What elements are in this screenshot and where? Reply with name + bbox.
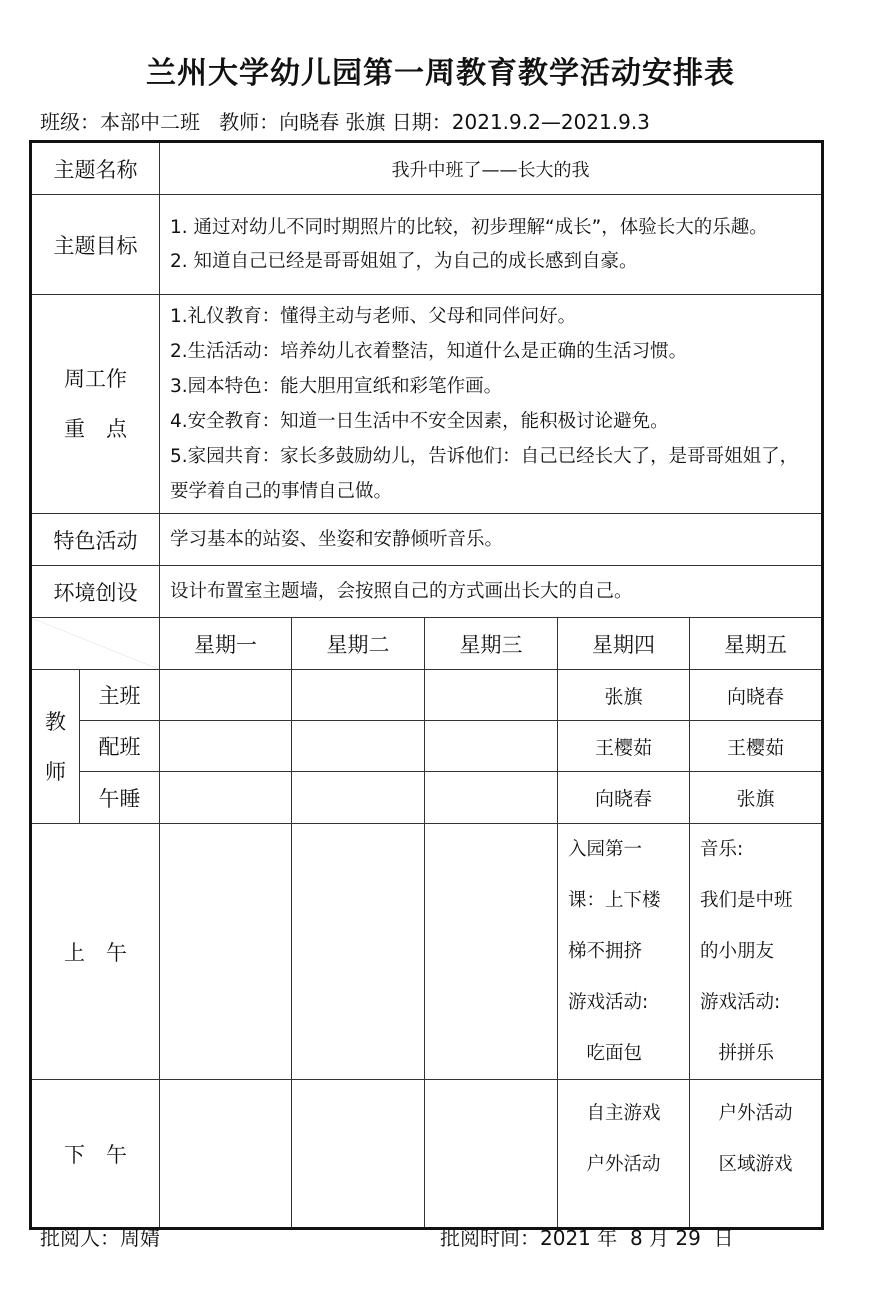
teacher-cell: 向晓春 [690, 670, 823, 721]
activity-line: 拼拼乐 [700, 1043, 775, 1064]
weekly-focus-label [31, 295, 160, 514]
teacher-cell [160, 670, 292, 721]
teacher-cell [292, 772, 425, 824]
teacher-cell [292, 670, 425, 721]
focus-line: 3.园本特色：能大胆用宣纸和彩笔作画。 [170, 376, 503, 397]
page-title: 兰州大学幼儿园第一周教育教学活动安排表 [146, 56, 735, 91]
focus-label-2: 重 点 [64, 417, 127, 441]
teacher-cell [425, 670, 558, 721]
focus-line: 2.生活活动：培养幼儿衣着整洁，知道什么是正确的生活习惯。 [170, 341, 688, 362]
focus-line: 1.礼仪教育：懂得主动与老师、父母和同伴问好。 [170, 306, 577, 327]
activity-line: 游戏活动: [700, 992, 781, 1013]
activity-line: 梯不拥挤 [568, 941, 643, 962]
schedule-table [29, 140, 824, 1230]
theme-goal-label: 主题目标 [31, 195, 160, 295]
special-value: 学习基本的站姿、坐姿和安静倾听音乐。 [160, 514, 823, 566]
activity-line: 我们是中班 [700, 890, 793, 911]
theme-name-value: 我升中班了——长大的我 [160, 142, 823, 195]
activity-line: 户外活动 [586, 1154, 661, 1175]
afternoon-cell [292, 1080, 425, 1229]
morning-cell [160, 824, 292, 1080]
class-info: 班级：本部中二班 教师：向晓春 张旗 日期：2021.9.2—2021.9.3 [40, 110, 650, 134]
teacher-cell: 王樱茹 [558, 721, 690, 772]
afternoon-cell [160, 1080, 292, 1229]
role-label: 主班 [80, 670, 160, 721]
teacher-cell [425, 721, 558, 772]
teacher-cell: 王樱茹 [690, 721, 823, 772]
activity-line: 课：上下楼 [568, 890, 661, 911]
day-header: 星期五 [690, 618, 823, 670]
teacher-label [31, 670, 80, 824]
teacher-cell: 张旗 [690, 772, 823, 824]
afternoon-fri [690, 1080, 823, 1229]
morning-cell [425, 824, 558, 1080]
day-header: 星期二 [292, 618, 425, 670]
focus-line: 5.家园共育：家长多鼓励幼儿，告诉他们：自己已经长大了，是哥哥姐姐了，要学着自己的事情自己做。 [170, 446, 799, 502]
morning-cell [292, 824, 425, 1080]
teacher-cell [160, 772, 292, 824]
afternoon-thu [558, 1080, 690, 1229]
focus-label-1: 周工作 [64, 367, 127, 391]
special-label: 特色活动 [31, 514, 160, 566]
theme-goal-value [160, 195, 823, 295]
theme-name-label: 主题名称 [31, 142, 160, 195]
goal-line: 2. 知道自己已经是哥哥姐姐了，为自己的成长感到自豪。 [170, 250, 638, 272]
weekly-focus-value [160, 295, 823, 514]
environment-value: 设计布置室主题墙，会按照自己的方式画出长大的自己。 [160, 566, 823, 618]
day-header: 星期三 [425, 618, 558, 670]
role-label: 配班 [80, 721, 160, 772]
activity-line: 的小朋友 [700, 941, 775, 962]
teacher-cell: 向晓春 [558, 772, 690, 824]
morning-fri [690, 824, 823, 1080]
environment-label: 环境创设 [31, 566, 160, 618]
goal-line: 1. 通过对幼儿不同时期照片的比较，初步理解“成长”，体验长大的乐趣。 [170, 216, 768, 238]
activity-line: 入园第一 [568, 839, 643, 860]
afternoon-cell [425, 1080, 558, 1229]
teacher-cell [292, 721, 425, 772]
day-header: 星期四 [558, 618, 690, 670]
activity-line: 吃面包 [568, 1043, 643, 1064]
reviewer: 批阅人：周婧 [40, 1226, 160, 1250]
activity-line: 自主游戏 [586, 1103, 661, 1124]
day-header: 星期一 [160, 618, 292, 670]
teacher-cell: 张旗 [558, 670, 690, 721]
activity-line: 区域游戏 [718, 1154, 793, 1175]
teacher-label-2: 师 [45, 759, 66, 784]
activity-line: 户外活动 [718, 1103, 793, 1124]
teacher-cell [160, 721, 292, 772]
focus-line: 4.安全教育：知道一日生活中不安全因素，能积极讨论避免。 [170, 411, 669, 432]
review-time: 批阅时间：2021 年 8 月 29 日 [440, 1226, 734, 1250]
activity-line: 音乐: [700, 839, 744, 860]
afternoon-label: 下 午 [31, 1080, 160, 1229]
teacher-cell [425, 772, 558, 824]
activity-line: 游戏活动: [568, 992, 649, 1013]
morning-thu [558, 824, 690, 1080]
role-label: 午睡 [80, 772, 160, 824]
corner-cell [31, 618, 160, 670]
morning-label: 上 午 [31, 824, 160, 1080]
teacher-label-1: 教 [45, 709, 66, 734]
